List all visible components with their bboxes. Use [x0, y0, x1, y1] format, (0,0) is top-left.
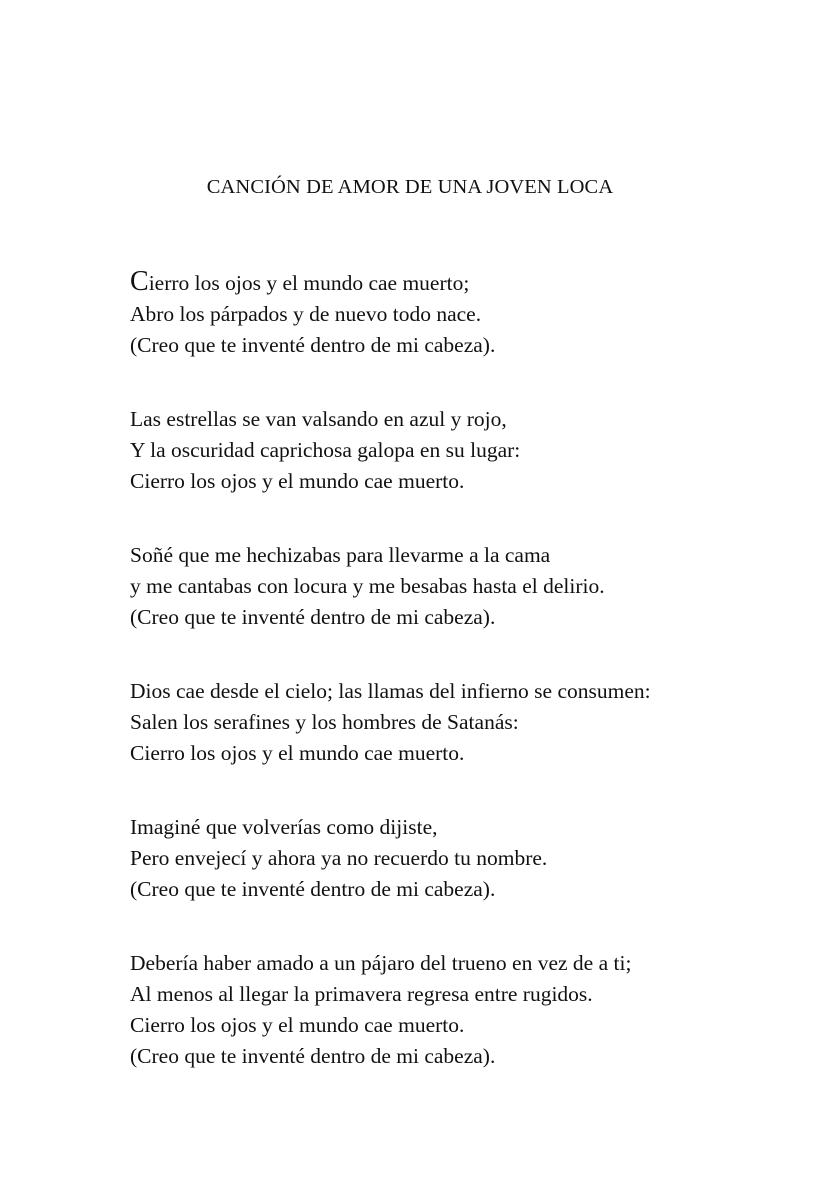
poem-body — [130, 266, 800, 1115]
poem-line: Salen los serafines y los hombres de Satanás: — [130, 710, 519, 734]
poem-line: (Creo que te inventé dentro de mi cabeza). — [130, 877, 496, 901]
poem-line: Debería haber amado a un pájaro del trueno en vez de a ti; — [130, 951, 632, 975]
stanza-1 — [130, 266, 800, 361]
stanza-3 — [130, 540, 800, 633]
poem-line: Las estrellas se van valsando en azul y rojo, — [130, 407, 507, 431]
stanza-6 — [130, 948, 800, 1072]
poem-line: Pero envejecí y ahora ya no recuerdo tu nombre. — [130, 846, 548, 870]
poem-line: (Creo que te inventé dentro de mi cabeza). — [130, 333, 496, 357]
poem-line: (Creo que te inventé dentro de mi cabeza). — [130, 605, 496, 629]
first-line-text: ierro los ojos y el mundo cae muerto; — [148, 271, 470, 295]
poem-line: Cierro los ojos y el mundo cae muerto. — [130, 741, 465, 765]
poem-line: Imaginé que volverías como dijiste, — [130, 815, 438, 839]
poem-line: Cierro los ojos y el mundo cae muerto. — [130, 469, 465, 493]
poem-line: y me cantabas con locura y me besabas hasta el delirio. — [130, 574, 605, 598]
poem-line: Al menos al llegar la primavera regresa entre rugidos. — [130, 982, 593, 1006]
poem-line: Abro los párpados y de nuevo todo nace. — [130, 302, 482, 326]
poem-title: CANCIÓN DE AMOR DE UNA JOVEN LOCA — [206, 176, 614, 198]
stanza-2 — [130, 404, 800, 497]
poem-line: Y la oscuridad caprichosa galopa en su lugar: — [130, 438, 521, 462]
stanza-5 — [130, 812, 800, 905]
poem-line: Cierro los ojos y el mundo cae muerto. — [130, 1013, 465, 1037]
poem-line: (Creo que te inventé dentro de mi cabeza). — [130, 1044, 496, 1068]
poem-first-line — [130, 266, 800, 299]
initial-capital: C — [130, 266, 149, 297]
poem-line: Dios cae desde el cielo; las llamas del infierno se consumen: — [130, 679, 651, 703]
poem-line: Soñé que me hechizabas para llevarme a la cama — [130, 543, 551, 567]
stanza-4 — [130, 676, 800, 769]
